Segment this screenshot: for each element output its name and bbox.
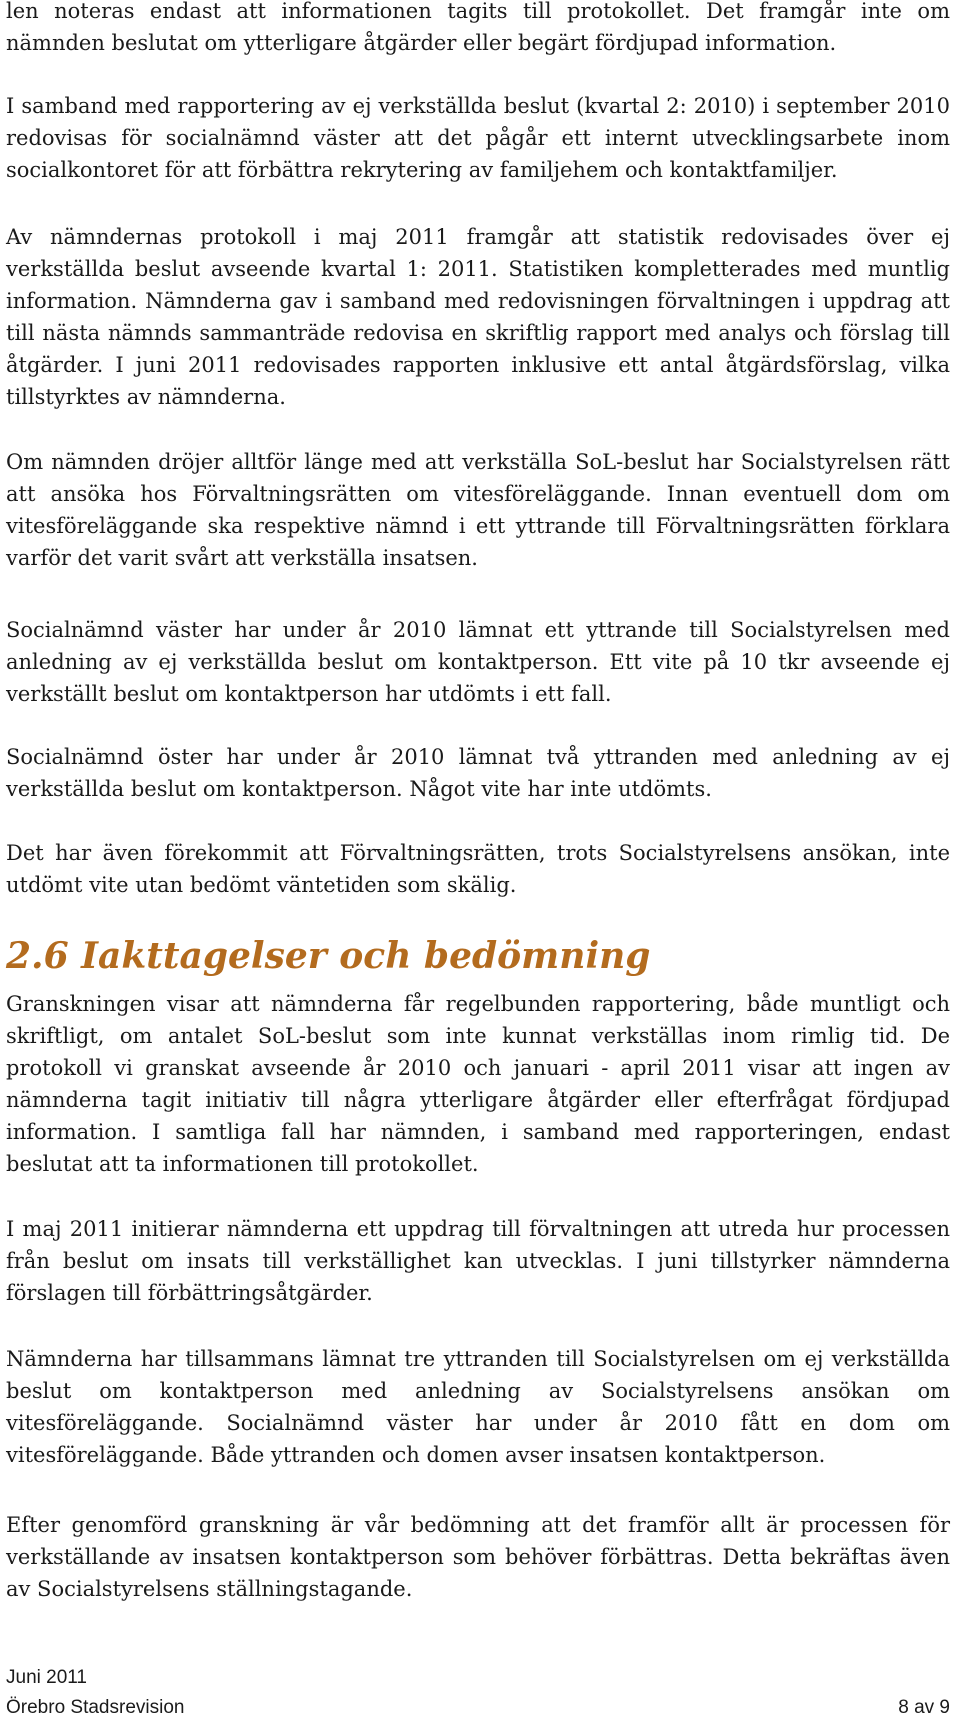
footer-date: Juni 2011 <box>6 1667 87 1688</box>
body-paragraph: Om nämnden dröjer alltför länge med att verkställa SoL-beslut har Socialstyrelsen rätt att ansöka hos Förvaltningsrätten om vitesföreläggande. Innan eventuell dom om vitesföreläggande ska respektive nämnd i ett yttrande till Förvaltningsrätten förklara varför det varit svårt att verkställa insatsen. <box>6 450 950 570</box>
body-paragraph: Socialnämnd öster har under år 2010 lämnat två yttranden med anledning av ej verkställda beslut om kontaktperson. Något vite har inte utdömts. <box>6 745 950 801</box>
footer-organization: Örebro Stadsrevision <box>6 1697 185 1718</box>
section-paragraph: I maj 2011 initierar nämnderna ett uppdrag till förvaltningen att utreda hur processen från beslut om insats till verkställighet kan utvecklas. I juni tillstyrker nämnderna förslagen till förbättringsåtgärder. <box>6 1217 950 1305</box>
section-paragraph: Efter genomförd granskning är vår bedömning att det framför allt är processen för verkställande av insatsen kontaktperson som behöver förbättras. Detta bekräftas även av Socialstyrelsens ställningstagande. <box>6 1513 950 1601</box>
section-paragraph: Nämnderna har tillsammans lämnat tre yttranden till Socialstyrelsen om ej verkställda beslut om kontaktperson med anledning av Socialstyrelsens ansökan om vitesföreläggande. Socialnämnd väster har under år 2010 fått en dom om vitesföreläggande. Både yttranden och domen avser insatsen kontaktperson. <box>6 1347 950 1467</box>
body-paragraph: I samband med rapportering av ej verkställda beslut (kvartal 2: 2010) i september 2010 redovisas för socialnämnd väster att det pågår ett internt utvecklingsarbete inom socialkontoret för att förbättra rekrytering av familjehem och kontaktfamiljer. <box>6 94 950 182</box>
page-number: 8 av 9 <box>898 1697 950 1718</box>
body-paragraph: Av nämndernas protokoll i maj 2011 framgår att statistik redovisades över ej verkställda beslut avseende kvartal 1: 2011. Statistiken kompletterades med muntlig information. Nämnderna gav i samband med redovisningen förvaltningen i uppdrag att till nästa nämnds sammanträde redovisa en skriftlig rapport med analys och förslag till åtgärder. I juni 2011 redovisades rapporten inklusive ett antal åtgärdsförslag, vilka tillstyrktes av nämnderna. <box>6 225 950 409</box>
section-paragraph: Granskningen visar att nämnderna får regelbunden rapportering, både muntligt och skriftligt, om antalet SoL-beslut som inte kunnat verkställas inom rimlig tid. De protokoll vi granskat avseende år 2010 och januari - april 2011 visar att ingen av nämnderna tagit initiativ till några ytterligare åtgärder eller efterfrågat fördjupad information. I samtliga fall har nämnden, i samband med rapporteringen, endast beslutat att ta informationen till protokollet. <box>6 992 950 1176</box>
footer-row <box>6 1693 950 1723</box>
body-paragraph: Det har även förekommit att Förvaltningsrätten, trots Socialstyrelsens ansökan, inte utdömt vite utan bedömt väntetiden som skälig. <box>6 841 950 897</box>
section-heading: 2.6 Iakttagelser och bedömning <box>6 935 651 977</box>
page-footer <box>6 1663 950 1723</box>
body-paragraph: len noteras endast att informationen tagits till protokollet. Det framgår inte om nämnden beslutat om ytterligare åtgärder eller begärt fördjupad information. <box>6 0 950 55</box>
body-paragraph: Socialnämnd väster har under år 2010 lämnat ett yttrande till Socialstyrelsen med anledning av ej verkställda beslut om kontaktperson. Ett vite på 10 tkr avseende ej verkställt beslut om kontaktperson har utdömts i ett fall. <box>6 618 950 706</box>
